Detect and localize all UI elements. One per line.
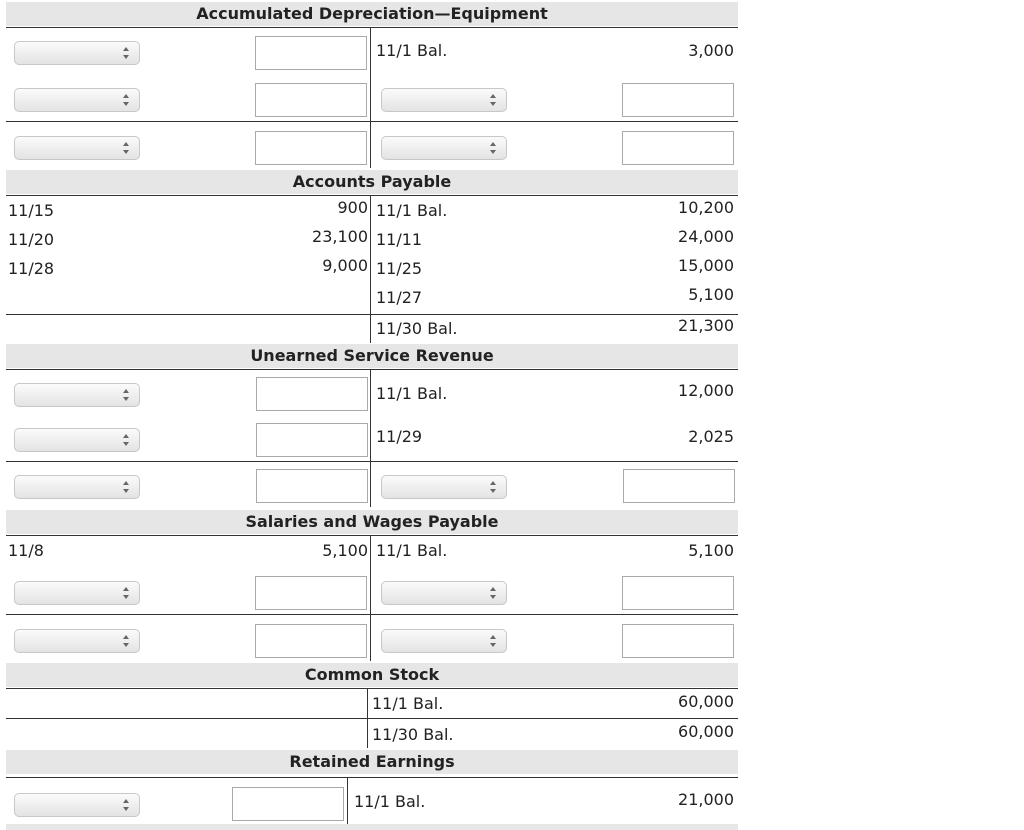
credit-balance-input[interactable] [623,469,735,503]
credit-balance-date-select[interactable] [381,475,507,499]
debit-date-select[interactable] [14,88,140,112]
debit-balance-input[interactable] [255,131,367,165]
updown-arrow-icon [122,433,130,447]
debit-amount-input[interactable] [232,787,344,821]
credit-amount: 24,000 [678,227,734,246]
account-title-accounts-payable: Accounts Payable [6,170,738,194]
credit-label: 11/27 [376,288,423,307]
t-account-divider [370,195,371,343]
credit-amount: 12,000 [678,381,734,400]
updown-arrow-icon [489,586,497,600]
credit-label: 11/11 [376,230,423,249]
credit-amount-input[interactable] [622,576,734,610]
t-account-divider [347,777,348,824]
credit-label: 11/1 Bal. [376,384,448,403]
debit-amount-input[interactable] [255,83,367,117]
debit-amount-input[interactable] [256,377,368,411]
debit-amount: 900 [337,198,368,217]
credit-label: 11/1 Bal. [376,541,448,560]
rule [6,121,738,122]
credit-label: 11/1 Bal. [376,201,448,220]
next-account-header-edge [6,824,738,830]
rule [6,461,738,462]
debit-date-select[interactable] [14,383,140,407]
debit-label: 11/15 [8,201,55,220]
rule [6,614,738,615]
t-account-divider [370,535,371,661]
credit-label: 11/1 Bal. [376,41,448,60]
t-account-divider [370,27,371,168]
account-title-unearned-service-revenue: Unearned Service Revenue [6,344,738,368]
credit-label: 11/25 [376,259,423,278]
rule [6,777,738,778]
updown-arrow-icon [489,93,497,107]
updown-arrow-icon [489,480,497,494]
updown-arrow-icon [122,586,130,600]
debit-date-select[interactable] [14,581,140,605]
credit-date-select[interactable] [381,581,507,605]
updown-arrow-icon [489,634,497,648]
debit-date-select[interactable] [14,793,140,817]
debit-balance-date-select[interactable] [14,136,140,160]
debit-label: 11/28 [8,259,55,278]
rule [6,369,738,370]
credit-amount-input[interactable] [622,83,734,117]
updown-arrow-icon [122,93,130,107]
credit-balance-date-select[interactable] [381,136,507,160]
debit-balance-date-select[interactable] [14,475,140,499]
account-title-common-stock: Common Stock [6,663,738,687]
debit-balance-input[interactable] [255,624,367,658]
credit-amount: 21,000 [678,790,734,809]
account-title-accumulated-depreciation: Accumulated Depreciation—Equipment [6,2,738,26]
rule [6,27,738,28]
debit-amount: 23,100 [312,227,368,246]
rule [6,195,738,196]
credit-label: 11/1 Bal. [354,792,426,811]
debit-date-select[interactable] [14,41,140,65]
updown-arrow-icon [122,634,130,648]
debit-balance-input[interactable] [256,469,368,503]
credit-amount: 60,000 [678,692,734,711]
updown-arrow-icon [122,480,130,494]
credit-amount: 5,100 [688,285,734,304]
credit-amount: 5,100 [688,541,734,560]
debit-amount-input[interactable] [255,36,367,70]
t-account-divider [370,369,371,507]
debit-amount-input[interactable] [256,423,368,457]
balance-amount: 21,300 [678,316,734,335]
updown-arrow-icon [489,141,497,155]
credit-amount: 15,000 [678,256,734,275]
debit-amount-input[interactable] [255,576,367,610]
updown-arrow-icon [122,798,130,812]
credit-date-select[interactable] [381,88,507,112]
balance-amount: 60,000 [678,722,734,741]
updown-arrow-icon [122,388,130,402]
credit-amount: 3,000 [688,41,734,60]
rule [6,535,738,536]
debit-label: 11/20 [8,230,55,249]
debit-balance-date-select[interactable] [14,629,140,653]
balance-label: 11/30 Bal. [372,725,454,744]
debit-label: 11/8 [8,541,44,560]
debit-amount: 5,100 [322,541,368,560]
rule [6,688,738,689]
account-title-salaries-wages-payable: Salaries and Wages Payable [6,510,738,534]
debit-date-select[interactable] [14,428,140,452]
credit-label: 11/1 Bal. [372,694,444,713]
credit-amount: 10,200 [678,198,734,217]
credit-amount: 2,025 [688,427,734,446]
debit-amount: 9,000 [322,256,368,275]
balance-label: 11/30 Bal. [376,319,458,338]
rule [6,718,738,719]
credit-balance-date-select[interactable] [381,629,507,653]
credit-balance-input[interactable] [622,624,734,658]
credit-balance-input[interactable] [622,131,734,165]
rule [6,314,738,315]
credit-label: 11/29 [376,427,423,446]
account-title-retained-earnings: Retained Earnings [6,750,738,774]
updown-arrow-icon [122,46,130,60]
updown-arrow-icon [122,141,130,155]
